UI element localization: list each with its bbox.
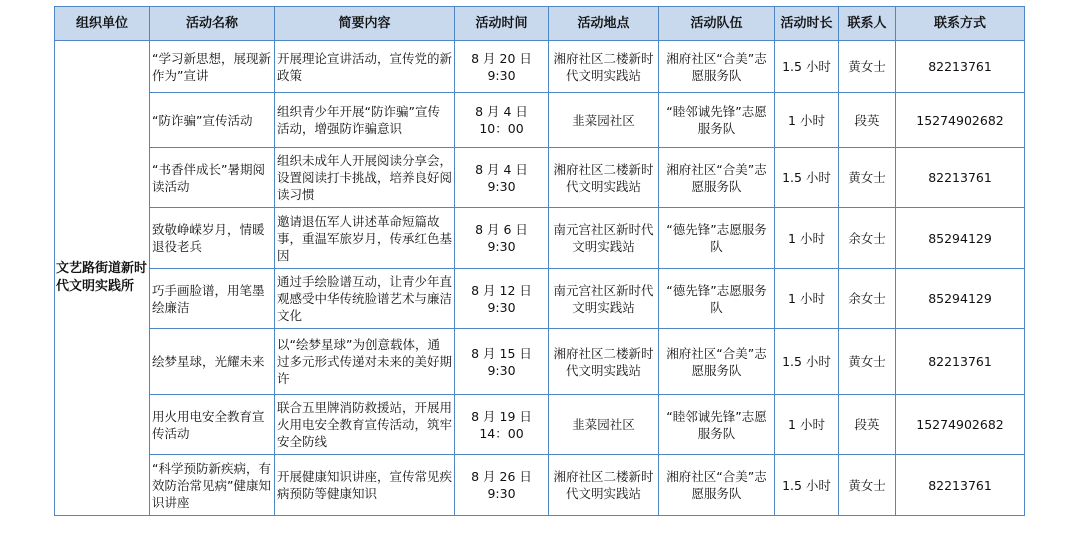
location-cell: 南元宫社区新时代文明实践站 [549, 269, 659, 329]
header-summary: 简要内容 [275, 7, 455, 41]
location-cell: 湘府社区二楼新时代文明实践站 [549, 329, 659, 395]
phone-cell: 82213761 [896, 41, 1025, 93]
time-cell [455, 93, 549, 148]
summary-cell: 邀请退伍军人讲述革命短篇故事，重温军旅岁月，传承红色基因 [275, 208, 455, 269]
phone-cell: 85294129 [896, 269, 1025, 329]
team-cell: 湘府社区“合美”志愿服务队 [659, 148, 775, 208]
duration-cell: 1.5 小时 [775, 148, 839, 208]
duration-cell: 1.5 小时 [775, 455, 839, 516]
clock-text: 9:30 [487, 362, 516, 378]
contact-cell: 段英 [839, 395, 896, 455]
phone-cell: 82213761 [896, 329, 1025, 395]
contact-cell: 黄女士 [839, 148, 896, 208]
time-cell [455, 269, 549, 329]
activity-name-cell: “防诈骗”宣传活动 [150, 93, 275, 148]
clock-text: 10：00 [479, 121, 524, 136]
contact-cell: 段英 [839, 93, 896, 148]
clock-text: 9:30 [487, 67, 516, 83]
activity-name-cell: 用火用电安全教育宣传活动 [150, 395, 275, 455]
table-row [55, 41, 1025, 93]
date-text: 8 月 4 日 [475, 161, 528, 177]
header-activity-time: 活动时间 [455, 7, 549, 41]
location-cell: 韭菜园社区 [549, 93, 659, 148]
summary-cell: 开展理论宣讲活动，宣传党的新政策 [275, 41, 455, 93]
date-text: 8 月 15 日 [471, 345, 532, 361]
time-cell [455, 208, 549, 269]
summary-cell: 组织未成年人开展阅读分享会，设置阅读打卡挑战，培养良好阅读习惯 [275, 148, 455, 208]
duration-cell: 1.5 小时 [775, 41, 839, 93]
date-text: 8 月 4 日 [475, 104, 528, 119]
organization-cell: 文艺路街道新时代文明实践所 [55, 41, 150, 516]
clock-text: 9:30 [487, 178, 516, 194]
team-cell: 湘府社区“合美”志愿服务队 [659, 41, 775, 93]
location-cell: 韭菜园社区 [549, 395, 659, 455]
time-cell [455, 329, 549, 395]
phone-cell: 85294129 [896, 208, 1025, 269]
team-cell: “睦邻诚先锋”志愿服务队 [659, 395, 775, 455]
table-row [55, 455, 1025, 516]
location-cell: 湘府社区二楼新时代文明实践站 [549, 148, 659, 208]
phone-cell: 82213761 [896, 455, 1025, 516]
date-text: 8 月 19 日 [471, 408, 532, 424]
summary-cell: 开展健康知识讲座，宣传常见疾病预防等健康知识 [275, 455, 455, 516]
table-row [55, 395, 1025, 455]
header-organization: 组织单位 [55, 7, 150, 41]
header-activity-team: 活动队伍 [659, 7, 775, 41]
time-cell [455, 455, 549, 516]
clock-text: 9:30 [487, 239, 516, 254]
header-duration: 活动时长 [775, 7, 839, 41]
table-row [55, 329, 1025, 395]
duration-cell: 1 小时 [775, 395, 839, 455]
date-text: 8 月 20 日 [471, 50, 532, 66]
summary-cell: 组织青少年开展“防诈骗”宣传活动，增强防诈骗意识 [275, 93, 455, 148]
team-cell: 湘府社区“合美”志愿服务队 [659, 455, 775, 516]
activity-name-cell: 绘梦星球，光耀未来 [150, 329, 275, 395]
activity-name-cell: 致敬峥嵘岁月，情暖退役老兵 [150, 208, 275, 269]
phone-cell: 15274902682 [896, 93, 1025, 148]
contact-cell: 黄女士 [839, 41, 896, 93]
table-row [55, 148, 1025, 208]
header-activity-name: 活动名称 [150, 7, 275, 41]
summary-cell: 通过手绘脸谱互动，让青少年直观感受中华传统脸谱艺术与廉洁文化 [275, 269, 455, 329]
date-text: 8 月 6 日 [475, 222, 528, 237]
location-cell: 湘府社区二楼新时代文明实践站 [549, 41, 659, 93]
phone-cell: 82213761 [896, 148, 1025, 208]
duration-cell: 1 小时 [775, 208, 839, 269]
activity-name-cell: “学习新思想，展现新作为”宣讲 [150, 41, 275, 93]
team-cell: 湘府社区“合美”志愿服务队 [659, 329, 775, 395]
header-phone: 联系方式 [896, 7, 1025, 41]
table-row [55, 93, 1025, 148]
summary-cell: 联合五里牌消防救援站，开展用火用电安全教育宣传活动，筑牢安全防线 [275, 395, 455, 455]
activity-name-cell: 巧手画脸谱，用笔墨绘廉洁 [150, 269, 275, 329]
clock-text: 9:30 [487, 299, 516, 315]
contact-cell: 黄女士 [839, 329, 896, 395]
summary-cell: 以“绘梦星球”为创意载体，通过多元形式传递对未来的美好期许 [275, 329, 455, 395]
table-header-row [55, 7, 1025, 41]
team-cell: “睦邻诚先锋”志愿服务队 [659, 93, 775, 148]
table-row [55, 269, 1025, 329]
date-text: 8 月 26 日 [471, 469, 532, 484]
table-row [55, 208, 1025, 269]
location-cell: 湘府社区二楼新时代文明实践站 [549, 455, 659, 516]
header-activity-location: 活动地点 [549, 7, 659, 41]
team-cell: “德先锋”志愿服务队 [659, 208, 775, 269]
duration-cell: 1 小时 [775, 269, 839, 329]
contact-cell: 余女士 [839, 269, 896, 329]
duration-cell: 1.5 小时 [775, 329, 839, 395]
clock-text: 9:30 [487, 486, 516, 501]
team-cell: “德先锋”志愿服务队 [659, 269, 775, 329]
activity-schedule-table [54, 6, 1025, 516]
duration-cell: 1 小时 [775, 93, 839, 148]
activity-name-cell: “科学预防新疾病，有效防治常见病”健康知识讲座 [150, 455, 275, 516]
phone-cell: 15274902682 [896, 395, 1025, 455]
activity-name-cell: “书香伴成长”暑期阅读活动 [150, 148, 275, 208]
clock-text: 14：00 [479, 425, 524, 441]
time-cell [455, 148, 549, 208]
contact-cell: 余女士 [839, 208, 896, 269]
location-cell: 南元宫社区新时代文明实践站 [549, 208, 659, 269]
contact-cell: 黄女士 [839, 455, 896, 516]
time-cell [455, 41, 549, 93]
header-contact: 联系人 [839, 7, 896, 41]
time-cell [455, 395, 549, 455]
date-text: 8 月 12 日 [471, 282, 532, 298]
